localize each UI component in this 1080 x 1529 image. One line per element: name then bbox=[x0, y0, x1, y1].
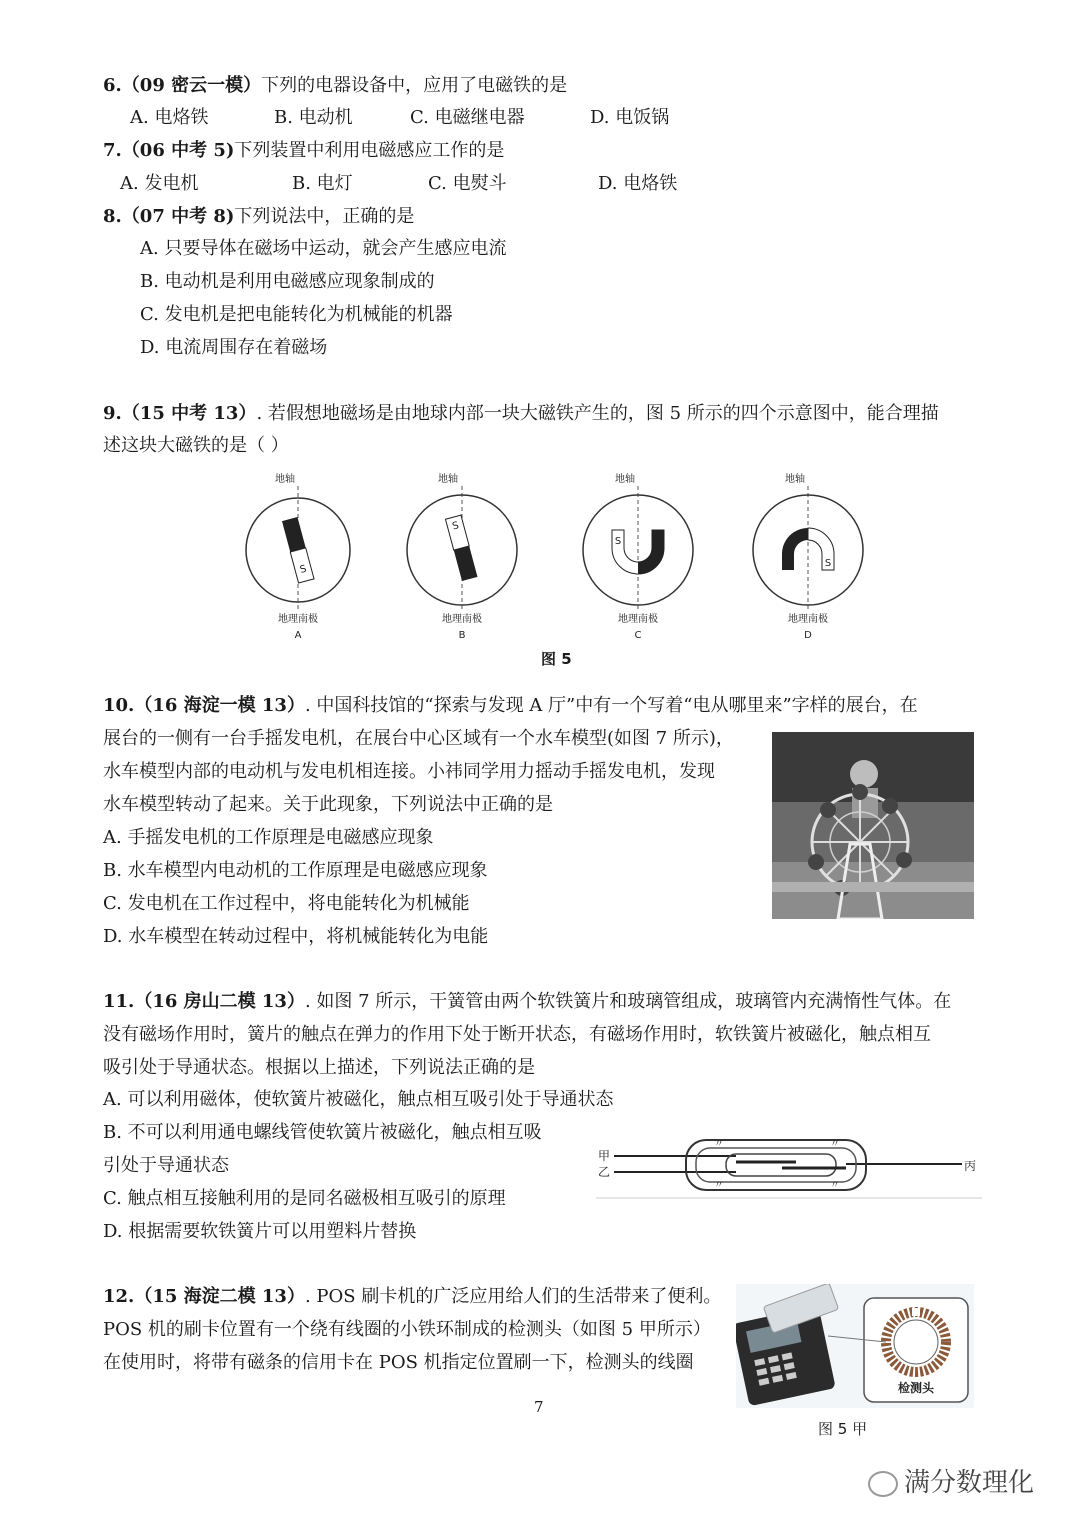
q8-option-c: C. 发电机是把电能转化为机械能的机器 bbox=[140, 304, 453, 325]
q8-source: （07 中考 8) bbox=[121, 206, 235, 227]
svg-text:〃: 〃 bbox=[714, 1180, 724, 1191]
svg-text:〃: 〃 bbox=[714, 1139, 724, 1150]
q6-text: 下列的电器设备中，应用了电磁铁的是 bbox=[261, 75, 568, 96]
letter-a: A bbox=[294, 630, 302, 641]
figure-5-jia-caption: 图 5 甲 bbox=[818, 1420, 868, 1438]
q11-option-a: A. 可以利用磁体，使软簧片被磁化，触点相互吸引处于导通状态 bbox=[103, 1089, 614, 1110]
q11-source: （16 房山二模 13） bbox=[134, 991, 305, 1012]
q7-option-c: C. 电熨斗 bbox=[428, 173, 507, 194]
pole-label-b: 地理南极 bbox=[442, 614, 482, 625]
q8-text: 下列说法中，正确的是 bbox=[234, 206, 415, 227]
q12-text: . POS 刷卡机的广泛应用给人们的生活带来了便利。 bbox=[304, 1286, 722, 1307]
q11-option-b-cont: 引处于导通状态 bbox=[103, 1155, 229, 1176]
q11-stem bbox=[103, 990, 951, 1014]
wechat-icon bbox=[868, 1471, 898, 1497]
q10-line: 展台的一侧有一台手摇发电机，在展台中心区域有一个水车模型(如图 7 所示)， bbox=[103, 728, 734, 749]
q9-stem bbox=[103, 402, 939, 426]
q10-option-a: A. 手摇发电机的工作原理是电磁感应现象 bbox=[103, 827, 434, 848]
watermark bbox=[868, 1462, 1034, 1499]
q11-option-c: C. 触点相互接触利用的是同名磁极相互吸引的原理 bbox=[103, 1188, 506, 1209]
q10-option-c: C. 发电机在工作过程中，将电能转化为机械能 bbox=[103, 893, 470, 914]
q9-source: （15 中考 13） bbox=[121, 403, 257, 424]
q10-source: （16 海淀一模 13） bbox=[134, 695, 305, 716]
q11-line: 吸引处于导通状态。根据以上描述，下列说法正确的是 bbox=[103, 1057, 535, 1078]
label-jia: 甲 bbox=[598, 1149, 611, 1163]
q8-option-b: B. 电动机是利用电磁感应现象制成的 bbox=[140, 271, 435, 292]
pole-label-d: 地理南极 bbox=[788, 614, 828, 625]
q10-option-b: B. 水车模型内电动机的工作原理是电磁感应现象 bbox=[103, 860, 488, 881]
q6-source: （09 密云一模） bbox=[121, 75, 262, 96]
q9-stem-line2: 述这块大磁铁的是（ ） bbox=[103, 435, 289, 456]
q10-option-d: D. 水车模型在转动过程中，将机械能转化为电能 bbox=[103, 926, 489, 947]
q6-option-b: B. 电动机 bbox=[274, 107, 353, 128]
axis-label-c: 地轴 bbox=[615, 474, 635, 485]
q9-text: . 若假想地磁场是由地球内部一块大磁铁产生的，图 5 所示的四个示意图中，能合理描 bbox=[256, 403, 939, 424]
svg-text:〃: 〃 bbox=[830, 1139, 840, 1150]
q9-number: 9. bbox=[103, 403, 122, 424]
q8-option-a: A. 只要导体在磁场中运动，就会产生感应电流 bbox=[140, 238, 507, 259]
q6-stem bbox=[103, 74, 567, 98]
label-yi: 乙 bbox=[598, 1165, 611, 1179]
q11-line: 没有磁场作用时，簧片的触点在弹力的作用下处于断开状态，有磁场作用时，软铁簧片被磁化，触点相互 bbox=[103, 1024, 931, 1045]
q8-option-d: D. 电流周围存在着磁场 bbox=[140, 337, 328, 358]
q7-option-b: B. 电灯 bbox=[292, 173, 353, 194]
q6-option-c: C. 电磁继电器 bbox=[410, 107, 525, 128]
pole-label-c: 地理南极 bbox=[618, 614, 658, 625]
label-bing: 丙 bbox=[964, 1159, 977, 1173]
axis-label-a: 地轴 bbox=[275, 474, 295, 485]
q11-option-d: D. 根据需要软铁簧片可以用塑料片替换 bbox=[103, 1221, 417, 1242]
q7-number: 7. bbox=[103, 140, 122, 161]
magnet-pole-c: S bbox=[614, 536, 622, 547]
figure-5-caption: 图 5 bbox=[541, 650, 572, 668]
diagram-b bbox=[407, 472, 517, 641]
pole-label-a: 地理南极 bbox=[278, 614, 318, 625]
q12-source: （15 海淀二模 13） bbox=[134, 1286, 305, 1307]
figure-5-earth-magnets bbox=[230, 470, 870, 650]
magnet-pole-d: S bbox=[824, 558, 832, 569]
q10-line: 水车模型转动了起来。关于此现象，下列说法中正确的是 bbox=[103, 794, 553, 815]
q6-option-a: A. 电烙铁 bbox=[130, 107, 209, 128]
q11-text: . 如图 7 所示，干簧管由两个软铁簧片和玻璃管组成，玻璃管内充满惰性气体。在 bbox=[304, 991, 952, 1012]
q10-stem bbox=[103, 694, 918, 718]
reed-switch-figure bbox=[596, 1136, 982, 1200]
q6-number: 6. bbox=[103, 75, 122, 96]
q8-number: 8. bbox=[103, 206, 122, 227]
q7-text: 下列装置中利用电磁感应工作的是 bbox=[234, 140, 505, 161]
page-number: 7 bbox=[534, 1398, 544, 1416]
q12-number: 12. bbox=[103, 1286, 135, 1307]
q6-option-d: D. 电饭锅 bbox=[590, 107, 670, 128]
q12-line: 在使用时，将带有磁条的信用卡在 POS 机指定位置刷一下，检测头的线圈 bbox=[103, 1352, 694, 1373]
q11-option-b: B. 不可以利用通电螺线管使软簧片被磁化，触点相互吸 bbox=[103, 1122, 542, 1143]
letter-b: B bbox=[458, 630, 466, 641]
q7-option-d: D. 电烙铁 bbox=[598, 173, 678, 194]
q7-stem bbox=[103, 139, 504, 163]
q11-number: 11. bbox=[103, 991, 135, 1012]
q7-source: （06 中考 5) bbox=[121, 140, 235, 161]
diagram-c bbox=[583, 472, 693, 641]
pos-terminal-figure bbox=[736, 1284, 974, 1408]
axis-label-b: 地轴 bbox=[438, 474, 458, 485]
q7-option-a: A. 发电机 bbox=[120, 173, 199, 194]
q8-stem bbox=[103, 205, 414, 229]
q12-line: POS 机的刷卡位置有一个绕有线圈的小铁环制成的检测头（如图 5 甲所示） bbox=[103, 1319, 711, 1340]
waterwheel-photo bbox=[772, 732, 974, 919]
q10-number: 10. bbox=[103, 695, 135, 716]
diagram-a bbox=[246, 472, 350, 641]
magnet-pole-a: S bbox=[298, 563, 308, 576]
svg-text:〃: 〃 bbox=[830, 1180, 840, 1191]
inset-label: 检测头 bbox=[897, 1381, 935, 1395]
axis-label-d: 地轴 bbox=[785, 474, 805, 485]
q10-text: . 中国科技馆的“探索与发现 A 厅”中有一个写着“电从哪里来”字样的展台，在 bbox=[304, 695, 918, 716]
letter-d: D bbox=[804, 630, 812, 641]
watermark-text: 满分数理化 bbox=[904, 1468, 1035, 1498]
letter-c: C bbox=[634, 630, 642, 641]
q12-stem bbox=[103, 1285, 721, 1309]
diagram-d bbox=[753, 472, 863, 641]
magnet-pole-b: S bbox=[451, 520, 461, 533]
q10-line: 水车模型内部的电动机与发电机相连接。小祎同学用力摇动手摇发电机，发现 bbox=[103, 761, 715, 782]
